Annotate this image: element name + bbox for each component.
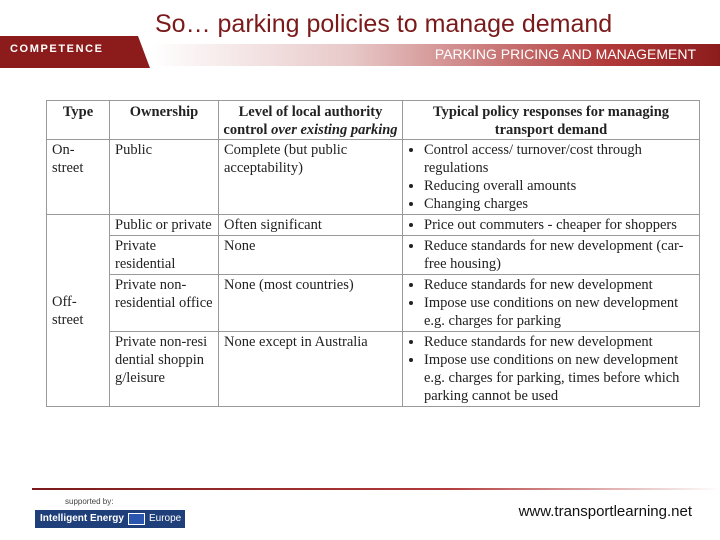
cell-type: On-street	[47, 140, 110, 215]
header-level	[219, 101, 403, 140]
policy-table	[46, 100, 700, 407]
cell-ownership: Private non-residential office	[110, 275, 219, 332]
header-responses: Typical policy responses for managing transport demand	[403, 101, 700, 140]
cell-level: None	[219, 236, 403, 275]
list-item: • Price out commuters - cheaper for shoppers	[424, 216, 694, 234]
cell-type-offstreet: Off-street	[47, 215, 110, 407]
cell-level: None except in Australia	[219, 332, 403, 407]
header-level-text: Level of local authority control	[223, 104, 383, 138]
table-row	[47, 215, 700, 236]
list-item: • Reduce standards for new development	[424, 276, 694, 294]
header-level-emphasis: over existing parking	[271, 122, 398, 138]
supported-by-label: supported by:	[65, 497, 114, 506]
table-row	[47, 275, 700, 332]
slide-subtitle: PARKING PRICING AND MANAGEMENT	[434, 46, 696, 62]
cell-level: None (most countries)	[219, 275, 403, 332]
footer-divider	[32, 488, 720, 490]
table-row	[47, 140, 700, 215]
list-item: • Control access/ turnover/cost through regulations	[424, 141, 694, 177]
logo-text: COMPETENCE	[10, 43, 104, 55]
list-item: • Impose use conditions on new development e.g. charges for parking, times before which parking cannot be used	[424, 351, 694, 405]
cell-ownership: Public	[110, 140, 219, 215]
header-ownership: Ownership	[110, 101, 219, 140]
sponsor-name: Intelligent Energy	[40, 513, 124, 524]
list-item: • Impose use conditions on new development e.g. charges for parking	[424, 294, 694, 330]
slide-title: So… parking policies to manage demand	[155, 10, 613, 38]
list-item: • Reduce standards for new development	[424, 333, 694, 351]
eu-flag-icon	[128, 513, 145, 525]
cell-responses	[403, 236, 700, 275]
cell-responses	[403, 140, 700, 215]
cell-ownership: Private non-residential shopping/leisure	[110, 332, 219, 407]
table-header-row	[47, 101, 700, 140]
cell-ownership: Public or private	[110, 215, 219, 236]
list-item: • Reduce standards for new development (car-free housing)	[424, 237, 694, 273]
cell-level: Complete (but public acceptability)	[219, 140, 403, 215]
cell-responses	[403, 332, 700, 407]
cell-responses	[403, 275, 700, 332]
header-type: Type	[47, 101, 110, 140]
cell-level: Often significant	[219, 215, 403, 236]
cell-responses	[403, 215, 700, 236]
list-item: • Reducing overall amounts	[424, 177, 694, 195]
sponsor-region: Europe	[149, 513, 182, 524]
website-link[interactable]: www.transportlearning.net	[518, 503, 692, 520]
table-row	[47, 332, 700, 407]
table-row	[47, 236, 700, 275]
cell-ownership: Private residential	[110, 236, 219, 275]
list-item: • Changing charges	[424, 195, 694, 213]
